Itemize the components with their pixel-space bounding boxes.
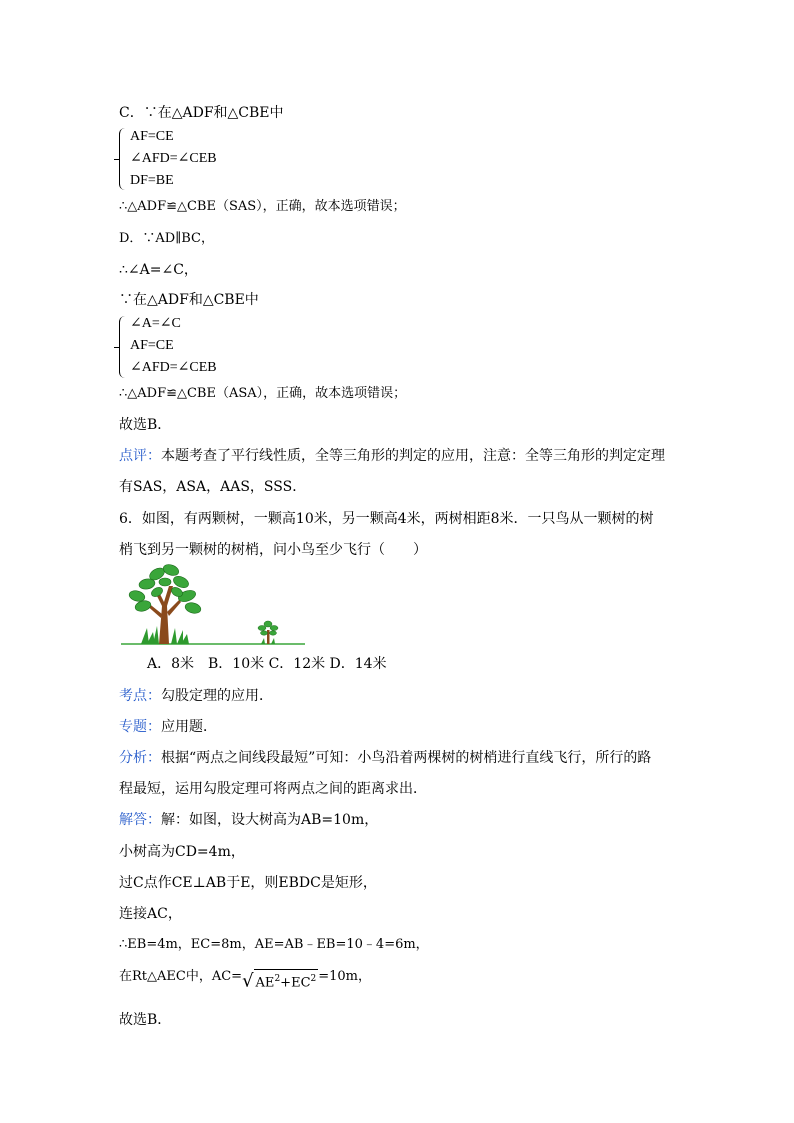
solution-line <box>119 811 378 829</box>
solution-step: ∴EB=4m，EC=8m，AE=AB﹣EB=10﹣4=6m， <box>119 937 429 952</box>
sqrt-term-ec: EC <box>291 975 311 990</box>
comment-line2: 有SAS，ASA，AAS，SSS． <box>119 479 307 495</box>
category-line <box>119 718 217 736</box>
solution-step: 小树高为CD=4m， <box>119 844 245 860</box>
topic-text: 勾股定理的应用． <box>161 688 273 704</box>
question-6-line2: 梢飞到另一颗树的树梢，问小鸟至少飞行（ ） <box>119 542 427 558</box>
tree-illustration <box>119 562 309 650</box>
category-text: 应用题． <box>161 719 217 735</box>
system-d-line: AF=CE <box>130 338 174 353</box>
system-d-line: ∠AFD=∠CEB <box>130 360 217 375</box>
system-d-line: ∠A=∠C <box>130 316 181 331</box>
category-label: 专题： <box>119 719 161 735</box>
topic-line <box>119 687 273 705</box>
system-c-line: ∠AFD=∠CEB <box>130 151 217 166</box>
option-d-conclusion: ∴△ADF≌△CBE（ASA），正确，故本选项错误； <box>119 386 407 401</box>
system-c <box>130 126 217 192</box>
analysis-text: 根据“两点之间线段最短”可知：小鸟沿着两棵树的树梢进行直线飞行，所行的路 <box>161 750 652 766</box>
analysis-line2: 程最短，运用勾股定理可将两点之间的距离求出． <box>119 781 427 797</box>
analysis-line <box>119 749 651 767</box>
system-c-line: AF=CE <box>130 129 174 144</box>
solution-text: 解：如图，设大树高为AB=10m， <box>161 812 379 828</box>
sqrt-expression: √ $AE^2+EC^2$ <box>242 970 317 991</box>
comment-label: 点评： <box>119 448 161 464</box>
question-6-options: A．8米 B．10米 C．12米 D．14米 <box>147 656 387 672</box>
brace-c <box>119 128 128 190</box>
question-6-line1: 6．如图，有两颗树，一颗高10米，另一颗高4米，两树相距8米．一只鸟从一颗树的树 <box>119 511 654 527</box>
brace-d <box>119 316 128 378</box>
pythagoras-prefix: 在Rt△AEC中，AC= <box>119 969 243 984</box>
pythagoras-line <box>119 968 371 992</box>
analysis-label: 分析： <box>119 750 161 766</box>
topic-label: 考点： <box>119 688 161 704</box>
answer-line: 故选B． <box>119 417 172 433</box>
solution-step: 过C点作CE⊥AB于E，则EBDC是矩形， <box>119 875 377 891</box>
pythagoras-suffix: =10m， <box>318 969 372 984</box>
comment-line <box>119 447 665 465</box>
solution-step: 连接AC， <box>119 906 182 922</box>
comment-text: 本题考查了平行线性质，全等三角形的判定的应用，注意：全等三角形的判定定理 <box>161 448 665 464</box>
option-d-line2: ∴∠A=∠C， <box>119 262 198 278</box>
solution-label: 解答： <box>119 812 161 828</box>
system-c-line: DF=BE <box>130 173 174 188</box>
sqrt-term-ae: AE <box>255 975 275 990</box>
option-c-intro: C．∵在△ADF和△CBE中 <box>119 105 284 121</box>
option-d-line1: D．∵AD∥BC， <box>119 231 214 246</box>
option-d-intro: ∵在△ADF和△CBE中 <box>119 292 259 308</box>
system-d <box>130 313 217 379</box>
option-c-conclusion: ∴△ADF≌△CBE（SAS），正确，故本选项错误； <box>119 199 406 214</box>
final-answer: 故选B． <box>119 1012 172 1028</box>
